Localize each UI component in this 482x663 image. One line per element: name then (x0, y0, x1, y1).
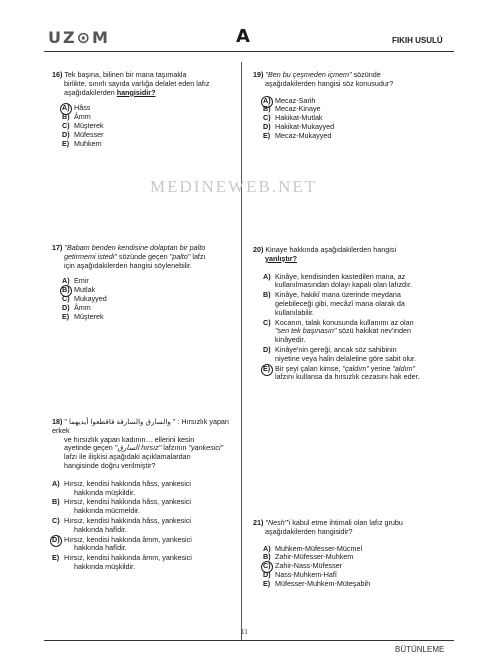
footer-divider (44, 640, 454, 641)
question-20 (253, 246, 453, 382)
question-text: : Hırsızlık yapan erkek (52, 417, 229, 435)
uzem-logo: UZ⊙M (48, 28, 110, 47)
question-text: "yankesici" (188, 443, 224, 453)
option-text: hakkında mücmeldir. (74, 506, 140, 516)
booklet-type: A (236, 26, 250, 47)
option-letter: D) (263, 121, 271, 131)
option-letter: A) (263, 97, 275, 106)
option-text: Müfesser (74, 129, 104, 139)
question-text: sözünde geçen (116, 251, 170, 261)
question-text: lafzının (161, 443, 189, 453)
option-text: niyetine veya halin delaletine göre sabit olur. (275, 353, 417, 363)
option-list (253, 97, 448, 141)
option-text: Müfesser-Muhkem-Müteşabih (275, 578, 371, 588)
question-text: ve hırsızlık yapan kadının… ellerini kesin (64, 434, 195, 444)
question-number: 19) (253, 70, 264, 79)
option-text: Kinâye, kendisinden kastedilen mana, az (275, 271, 406, 281)
option-letter: C) (263, 113, 271, 123)
option-text: kinâyedir. (275, 335, 306, 345)
option-c[interactable] (263, 319, 453, 345)
arabic-verse: " والسارق والسارقة فاقطعوا أيديهما " (64, 417, 176, 426)
question-19 (253, 71, 448, 141)
question-text: "Babam benden kendisine dolaptan bir palto (64, 243, 206, 252)
option-text: Müşterek (74, 311, 104, 321)
option-e[interactable] (52, 554, 240, 572)
option-d[interactable] (263, 346, 453, 364)
question-text: "Ben bu çeşmeden içmem" (265, 70, 352, 79)
question-text: Kinaye hakkında aşağıdakilerden hangisi (265, 245, 397, 254)
question-17 (52, 244, 237, 321)
option-text: lafzını kullansa da hırsızlık cezasını hak eder. (275, 372, 420, 382)
question-text: "Nesh" (265, 518, 288, 527)
option-letter: B) (263, 104, 271, 114)
question-text: "palto" (169, 251, 191, 261)
option-text: Zahir-Nass-Müfesser (275, 561, 343, 571)
option-text: Mukayyed (74, 293, 107, 303)
option-text: Mecaz-Kinaye (275, 104, 321, 114)
option-letter: A) (52, 478, 60, 488)
option-letter: D) (62, 302, 70, 312)
option-e[interactable] (263, 132, 448, 141)
option-c[interactable] (52, 517, 240, 535)
option-text: Bir şeyi çalan kimse, (275, 363, 343, 373)
question-text: lafzı (190, 251, 206, 261)
option-letter: D) (62, 129, 70, 139)
option-text: Kinâye'nin gereği, ancak söz sahibinin (275, 344, 397, 354)
option-text: Âmm (74, 112, 91, 122)
page-number: 11 (241, 628, 248, 636)
option-letter: E) (263, 130, 271, 140)
option-letter: B) (62, 112, 70, 122)
question-text: aşağıdakilerden hangisi söz konusudur? (265, 78, 394, 88)
option-text: hakkında müşkildir. (74, 487, 136, 497)
column-divider (241, 62, 242, 640)
option-text: Zahir-Müfesser-Muhkem (275, 552, 354, 562)
question-18 (52, 418, 240, 572)
question-emphasis: hangisidir? (116, 87, 156, 97)
question-number: 17) (52, 243, 63, 252)
option-letter: E) (263, 365, 275, 383)
option-text: Âmm (74, 302, 91, 312)
option-letter: C) (62, 120, 70, 130)
option-text: Hakikat-Mukayyed (275, 121, 335, 131)
option-text: Mecaz-Mukayyed (275, 130, 332, 140)
option-letter: E) (52, 553, 60, 563)
question-text: lafzı ile ilişkisi aşağıdaki açıklamalardan (64, 452, 191, 462)
option-letter: C) (263, 317, 271, 327)
question-text: ayetinde geçen (64, 443, 115, 453)
option-letter: E) (62, 138, 70, 148)
option-letter: B) (263, 552, 271, 562)
header-divider (44, 51, 454, 52)
question-number: 21) (253, 518, 264, 527)
option-text: "aldım" (392, 363, 416, 373)
subject-title: FIKIH USULÜ (392, 36, 443, 45)
question-21 (253, 519, 453, 589)
question-text: sözünde (351, 70, 381, 79)
question-text: getirmemi istedi" (64, 251, 117, 261)
option-list (52, 104, 237, 148)
option-letter: C) (52, 515, 60, 525)
option-text: kullanılmasından dolayı kapalı olan lafızdır. (275, 280, 413, 290)
option-text: Kinâye, hakikî mana üzerinde meydana (275, 290, 401, 300)
option-letter: E) (263, 578, 271, 588)
question-text: aşağıdakilerden (64, 87, 117, 97)
option-text: "sen tek başınasın" (275, 326, 337, 336)
option-text: Mutlak (74, 285, 96, 295)
question-text: 'i kabul etme ihtimali olan lafız grubu (287, 518, 403, 527)
option-text: hakkında hafîdir. (74, 524, 127, 534)
option-e[interactable] (62, 313, 237, 322)
option-text: "çaldım" (342, 363, 369, 373)
option-text: Müşterek (74, 120, 104, 130)
option-d[interactable] (52, 536, 240, 554)
option-text: Hırsız, kendisi hakkında âmm, yankesici (64, 553, 192, 563)
option-list (52, 277, 237, 321)
option-letter: C) (263, 562, 275, 571)
option-text: gelebileceği gibi, mecâzî mana olarak da (275, 298, 405, 308)
question-16 (52, 71, 237, 148)
option-letter: E) (62, 311, 70, 321)
question-number: 20) (253, 245, 264, 254)
option-letter: D) (263, 569, 271, 579)
question-text: için aşağıdakilerden hangisi söylenebilir. (64, 260, 192, 270)
option-text: hakkında müşkildir. (74, 561, 136, 571)
option-letter: D) (52, 536, 64, 554)
option-text: Hırsız, kendisi hakkında hâss, yankesici (64, 497, 192, 507)
option-text: kullanılabilir. (275, 307, 315, 317)
option-list (52, 480, 240, 572)
option-letter: A) (263, 271, 271, 281)
option-letter: A) (263, 543, 271, 553)
option-text: Hırsız, kendisi hakkında hâss, yankesici (64, 478, 192, 488)
option-text: Mecaz-Sarih (275, 95, 316, 105)
option-letter: A) (62, 276, 70, 286)
option-letter: B) (62, 286, 74, 295)
option-text: Hakikat-Mutlak (275, 113, 323, 123)
option-text: Hırsız, kendisi hakkında hâss, yankesici (64, 515, 192, 525)
option-text: hakkında hafîdir. (74, 543, 127, 553)
option-list (253, 273, 453, 383)
exam-name: BÜTÜNLEME (395, 645, 445, 654)
question-text: "السارق hırsız" (114, 443, 162, 453)
question-text: Tek başına, bilinen bir mana taşımakla (64, 70, 187, 79)
option-text: Muhkem (74, 138, 102, 148)
option-text: Emir (74, 276, 89, 286)
option-a[interactable] (52, 480, 240, 498)
option-letter: D) (263, 344, 271, 354)
option-text: Nass-Muhkem-Hafî (275, 569, 337, 579)
option-a[interactable] (263, 273, 453, 291)
option-letter: B) (52, 497, 60, 507)
option-text: Muhkem-Müfesser-Mücmel (275, 543, 363, 553)
option-text: sözü hakikat nev'inden (336, 326, 411, 336)
option-text: Hırsız, kendisi hakkında âmm, yankesici (64, 534, 192, 544)
option-b[interactable] (52, 498, 240, 516)
question-text: hangisinde doğru verilmiştir? (64, 460, 156, 470)
option-text: yerine (368, 363, 393, 373)
option-letter: B) (263, 290, 271, 300)
watermark: MEDINEWEB.NET (150, 177, 318, 196)
option-b[interactable] (263, 291, 453, 317)
option-letter: A) (62, 104, 74, 113)
question-number: 16) (52, 70, 63, 79)
question-number: 18) (52, 417, 63, 426)
option-letter: C) (62, 293, 70, 303)
question-text: aşağıdakilerden hangisidir? (265, 526, 353, 536)
question-text: birlikte, sınırlı sayıda varlığa delalet eden lafız (64, 78, 210, 88)
option-list (253, 545, 453, 589)
option-text: Hâss (74, 103, 91, 113)
question-emphasis: yanlıştır? (265, 253, 297, 263)
option-e[interactable] (62, 140, 237, 149)
option-text: Kocanın, talak konusunda kullanımı az olan (275, 317, 414, 327)
option-e[interactable] (263, 580, 453, 589)
option-e[interactable] (263, 365, 453, 383)
